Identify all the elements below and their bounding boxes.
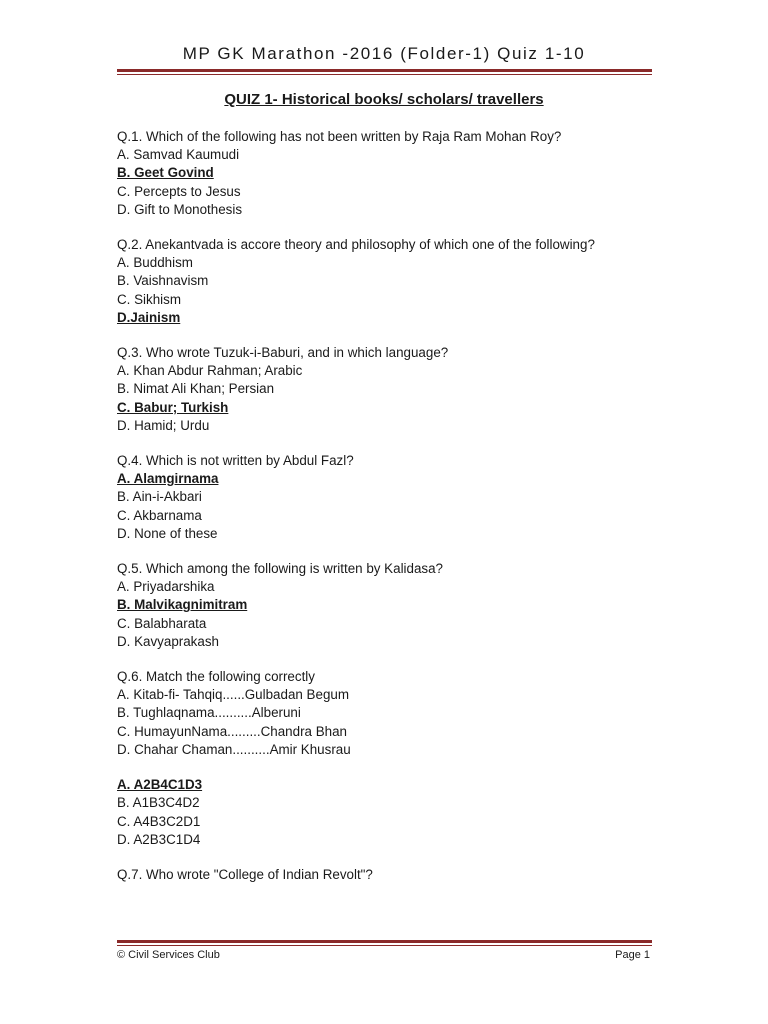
answer-option: D. A2B3C1D4 (117, 831, 201, 847)
answer-option: A. Khan Abdur Rahman; Arabic (117, 363, 303, 379)
correct-answer-option: A. Alamgirnama (117, 471, 219, 487)
answer-option: C. Sikhism (117, 291, 181, 307)
answer-option: B. Ain-i-Akbari (117, 489, 202, 505)
answer-option: B. Nimat Ali Khan; Persian (117, 381, 275, 397)
answer-option: B. Vaishnavism (117, 273, 209, 289)
question-text: Q.5. Which among the following is written by Kalidasa? (117, 561, 443, 577)
question-block (117, 344, 657, 435)
answer-option: D. None of these (117, 525, 218, 541)
correct-answer-option: A. A2B4C1D3 (117, 777, 203, 793)
question-list (117, 128, 657, 901)
answer-option: D. Kavyaprakash (117, 633, 219, 649)
header-rule-thin (117, 74, 652, 75)
match-item: D. Chahar Chaman..........Amir Khusrau (117, 741, 351, 757)
question-block (117, 668, 657, 849)
question-text: Q.6. Match the following correctly (117, 669, 315, 685)
spacer (117, 759, 657, 776)
answer-option: C. A4B3C2D1 (117, 813, 201, 829)
answer-option: C. Percepts to Jesus (117, 183, 241, 199)
header-rule (117, 69, 652, 72)
answer-option: B. A1B3C4D2 (117, 795, 200, 811)
question-block (117, 452, 657, 543)
question-text: Q.4. Which is not written by Abdul Fazl? (117, 453, 354, 469)
page-number: Page 1 (615, 949, 650, 961)
question-block (117, 236, 657, 327)
question-text: Q.3. Who wrote Tuzuk-i-Baburi, and in which language? (117, 345, 449, 361)
footer-rule (117, 940, 652, 943)
answer-option: A. Samvad Kaumudi (117, 147, 240, 163)
footer-copyright: © Civil Services Club (117, 949, 220, 961)
answer-option: C. Akbarnama (117, 507, 202, 523)
match-item: C. HumayunNama.........Chandra Bhan (117, 723, 347, 739)
quiz-title: QUIZ 1- Historical books/ scholars/ travellers (224, 91, 544, 108)
header-title: MP GK Marathon -2016 (Folder-1) Quiz 1-10 (182, 44, 586, 63)
question-text: Q.1. Which of the following has not been written by Raja Ram Mohan Roy? (117, 129, 562, 144)
answer-option: D. Hamid; Urdu (117, 417, 210, 433)
answer-option: A. Priyadarshika (117, 579, 215, 595)
correct-answer-option: B. Geet Govind (117, 165, 214, 181)
match-item: A. Kitab-fi- Tahqiq......Gulbadan Begum (117, 687, 349, 703)
correct-answer-option: C. Babur; Turkish (117, 399, 229, 415)
question-block (117, 128, 657, 219)
answer-option: D. Gift to Monothesis (117, 201, 243, 217)
question-text: Q.7. Who wrote "College of Indian Revolt"? (117, 866, 373, 882)
answer-option: C. Balabharata (117, 615, 207, 631)
question-block (117, 560, 657, 651)
answer-option: A. Buddhism (117, 255, 193, 271)
question-block (117, 866, 657, 884)
footer-rule-thin (117, 945, 652, 946)
correct-answer-option: D.Jainism (117, 309, 181, 325)
correct-answer-option: B. Malvikagnimitram (117, 597, 248, 613)
match-item: B. Tughlaqnama..........Alberuni (117, 705, 301, 721)
question-text: Q.2. Anekantvada is accore theory and philosophy of which one of the following? (117, 237, 595, 253)
